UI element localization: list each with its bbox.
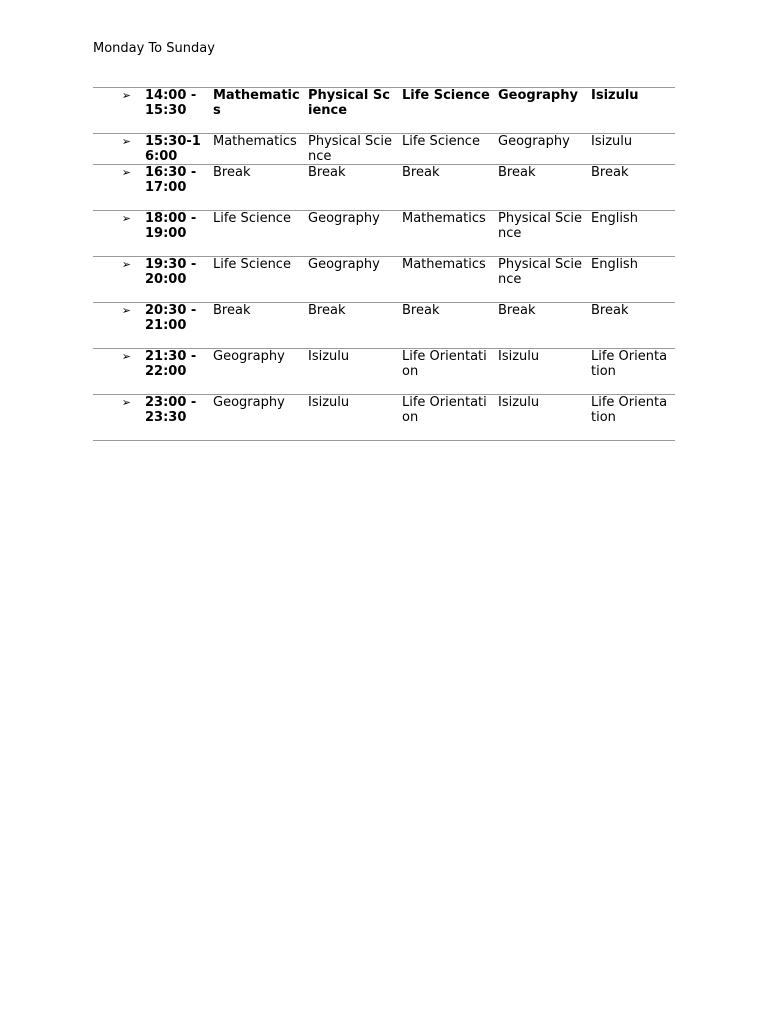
time-slot: 23:00 - 23:30: [141, 395, 209, 441]
subject-cell: Break: [398, 303, 494, 349]
table-row: [93, 88, 675, 134]
subject-cell: Isizulu: [587, 134, 675, 165]
subject-cell: Mathematics: [398, 211, 494, 257]
subject-cell: Isizulu: [494, 395, 587, 441]
subject-cell: Life Science: [209, 257, 304, 303]
subject-cell: Break: [398, 165, 494, 211]
subject-cell: Mathematics: [209, 88, 304, 134]
time-slot: 14:00 - 15:30: [141, 88, 209, 134]
subject-cell: English: [587, 257, 675, 303]
subject-cell: Physical Science: [494, 211, 587, 257]
table-row: [93, 349, 675, 395]
arrow-bullet-icon: ➢: [93, 395, 141, 441]
time-slot: 20:30 - 21:00: [141, 303, 209, 349]
subject-cell: Break: [494, 165, 587, 211]
subject-cell: Geography: [304, 211, 398, 257]
arrow-bullet-icon: ➢: [93, 134, 141, 165]
subject-cell: Isizulu: [304, 349, 398, 395]
arrow-bullet-icon: ➢: [93, 303, 141, 349]
arrow-bullet-icon: ➢: [93, 349, 141, 395]
table-row: [93, 211, 675, 257]
table-row: [93, 257, 675, 303]
subject-cell: Life Science: [398, 134, 494, 165]
subject-cell: Geography: [209, 349, 304, 395]
arrow-bullet-icon: ➢: [93, 257, 141, 303]
subject-cell: Break: [587, 303, 675, 349]
subject-cell: Life Science: [209, 211, 304, 257]
subject-cell: Physical Science: [494, 257, 587, 303]
arrow-bullet-icon: ➢: [93, 211, 141, 257]
subject-cell: Physical Science: [304, 88, 398, 134]
subject-cell: Break: [209, 165, 304, 211]
subject-cell: English: [587, 211, 675, 257]
subject-cell: Physical Science: [304, 134, 398, 165]
subject-cell: Isizulu: [494, 349, 587, 395]
subject-cell: Life Science: [398, 88, 494, 134]
subject-cell: Geography: [494, 88, 587, 134]
subject-cell: Break: [304, 303, 398, 349]
subject-cell: Life Orientation: [587, 395, 675, 441]
subject-cell: Mathematics: [209, 134, 304, 165]
table-row: [93, 395, 675, 441]
subject-cell: Break: [494, 303, 587, 349]
subject-cell: Geography: [304, 257, 398, 303]
subject-cell: Geography: [209, 395, 304, 441]
time-slot: 18:00 - 19:00: [141, 211, 209, 257]
subject-cell: Isizulu: [304, 395, 398, 441]
arrow-bullet-icon: ➢: [93, 88, 141, 134]
subject-cell: Life Orientation: [587, 349, 675, 395]
subject-cell: Mathematics: [398, 257, 494, 303]
subject-cell: Geography: [494, 134, 587, 165]
time-slot: 16:30 - 17:00: [141, 165, 209, 211]
table-row: [93, 165, 675, 211]
time-slot: 21:30 - 22:00: [141, 349, 209, 395]
arrow-bullet-icon: ➢: [93, 165, 141, 211]
subject-cell: Life Orientation: [398, 395, 494, 441]
subject-cell: Break: [587, 165, 675, 211]
subject-cell: Break: [209, 303, 304, 349]
subject-cell: Life Orientation: [398, 349, 494, 395]
time-slot: 15:30-16:00: [141, 134, 209, 165]
table-row: [93, 303, 675, 349]
timetable: [93, 87, 675, 441]
page-title: Monday To Sunday: [93, 41, 215, 56]
time-slot: 19:30 - 20:00: [141, 257, 209, 303]
subject-cell: Isizulu: [587, 88, 675, 134]
table-row: [93, 134, 675, 165]
subject-cell: Break: [304, 165, 398, 211]
